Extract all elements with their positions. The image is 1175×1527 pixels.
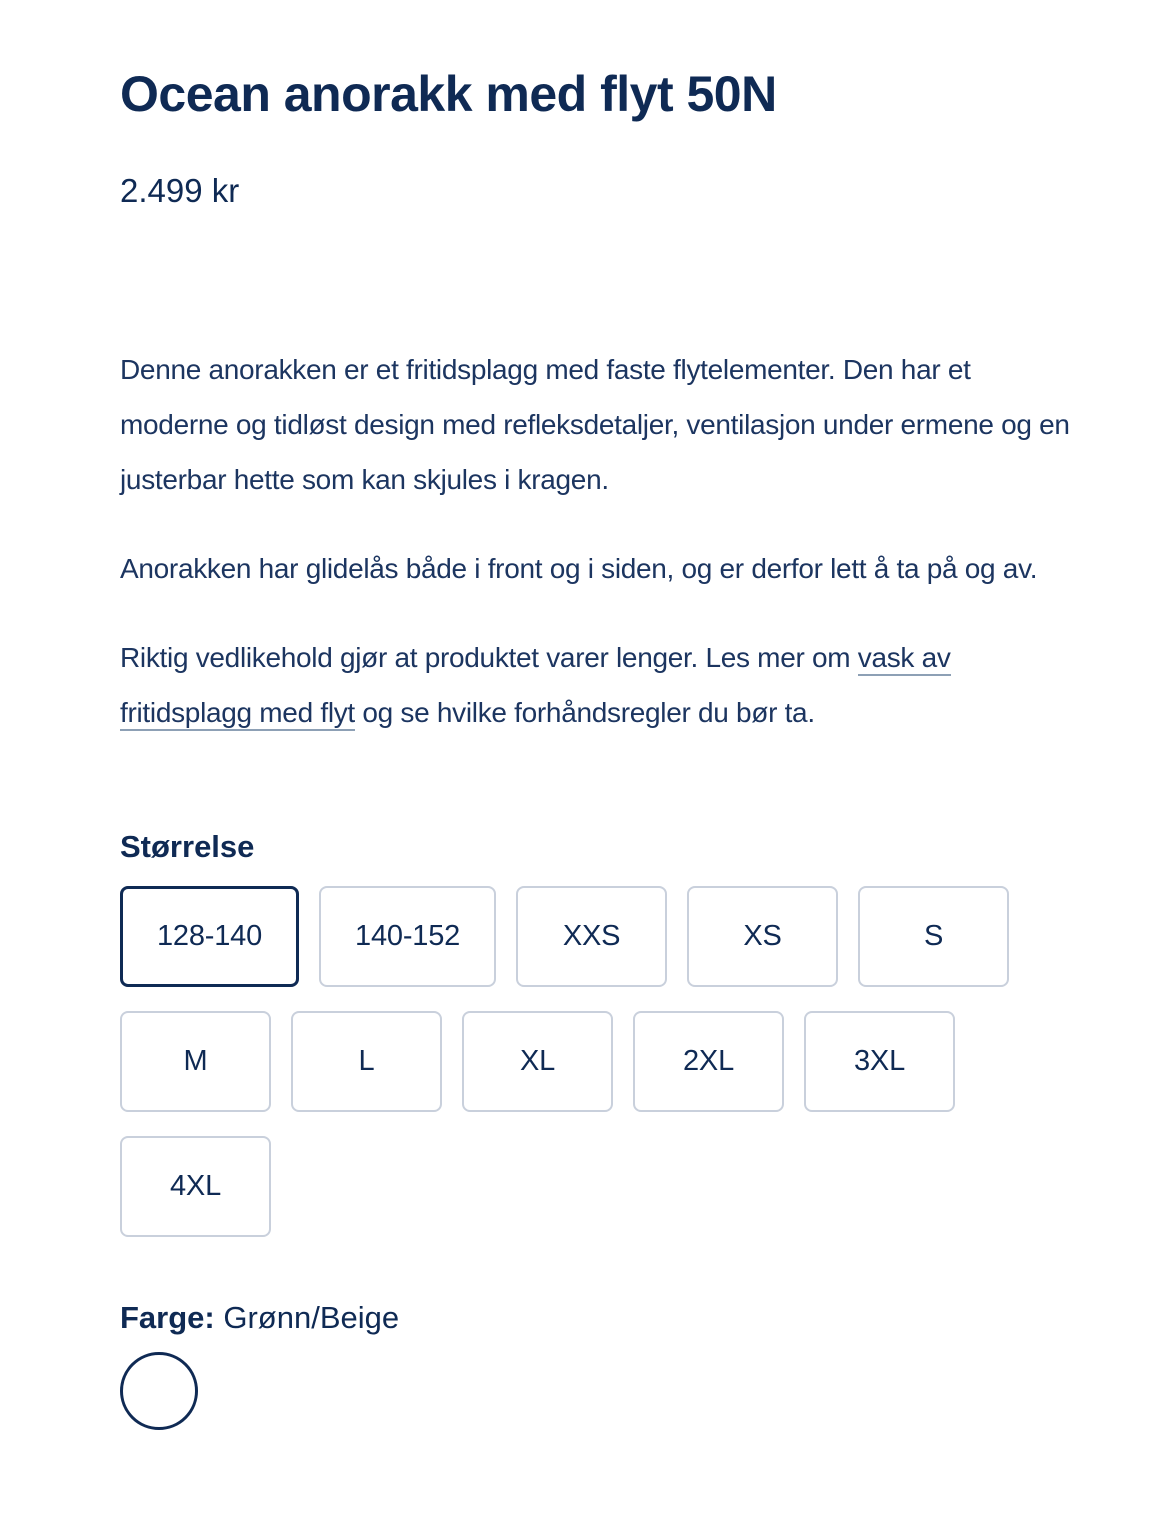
size-button-m[interactable]: M	[120, 1011, 271, 1112]
description-paragraph-3	[120, 630, 1080, 740]
description-paragraph-2: Anorakken har glidelås både i front og i siden, og er derfor lett å ta på og av.	[120, 552, 1038, 584]
size-button-3xl[interactable]: 3XL	[804, 1011, 955, 1112]
description-paragraph-1: Denne anorakken er et fritidsplagg med faste flytelementer. Den har et moderne og tidløst design med refleksdetaljer, ventilasjon under ermene og en justerbar hette som kan skjules i kragen.	[120, 353, 1070, 495]
size-button-xs[interactable]: XS	[687, 886, 838, 987]
size-button-128-140[interactable]: 128-140	[120, 886, 299, 987]
size-section-label: Størrelse	[120, 828, 255, 864]
size-button-l[interactable]: L	[291, 1011, 442, 1112]
size-button-2xl[interactable]: 2XL	[633, 1011, 784, 1112]
product-price: 2.499 kr	[120, 171, 240, 209]
size-button-xl[interactable]: XL	[462, 1011, 613, 1112]
color-section-label: Farge:	[120, 1299, 215, 1335]
care-instructions-link[interactable]: vask av fritidsplagg med flyt	[120, 642, 951, 731]
description-paragraph-3-text-after: og se hvilke forhåndsregler du bør ta.	[354, 696, 815, 728]
size-button-140-152[interactable]: 140-152	[319, 886, 496, 987]
page-title: Ocean anorakk med flyt 50N	[120, 66, 777, 122]
color-swatch-gronn-beige[interactable]	[120, 1352, 198, 1430]
size-button-xxs[interactable]: XXS	[516, 886, 667, 987]
color-value: Grønn/Beige	[223, 1299, 400, 1335]
size-row-3	[120, 1136, 1090, 1237]
size-row-2	[120, 1011, 1090, 1112]
product-description	[120, 342, 1080, 740]
description-paragraph-3-text: Riktig vedlikehold gjør at produktet varer lenger. Les mer om	[120, 641, 858, 673]
color-section	[120, 1299, 1090, 1338]
size-button-s[interactable]: S	[858, 886, 1009, 987]
size-selector	[120, 886, 1090, 1237]
size-row-1	[120, 886, 1090, 987]
size-button-4xl[interactable]: 4XL	[120, 1136, 271, 1237]
